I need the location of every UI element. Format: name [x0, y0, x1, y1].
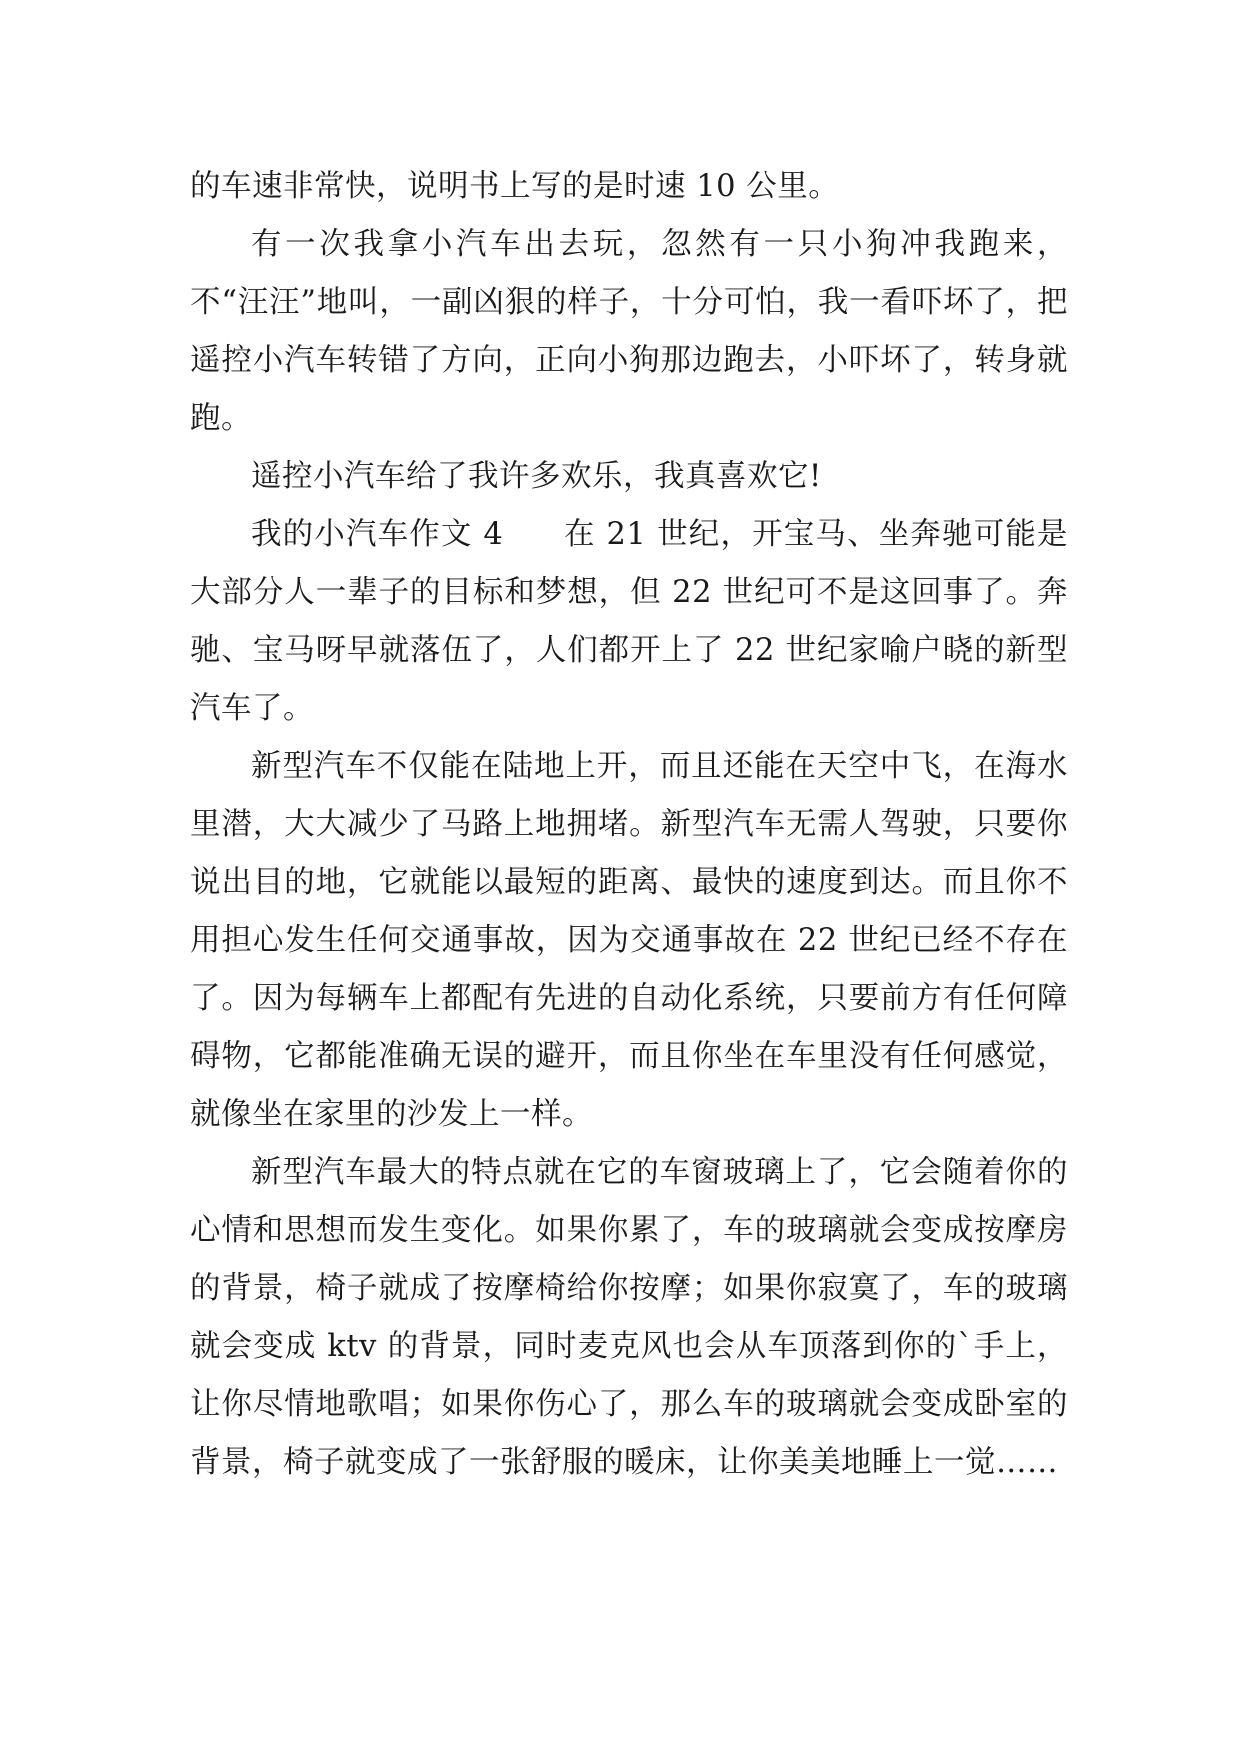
paragraph-new-car-features: 新型汽车不仅能在陆地上开，而且还能在天空中飞，在海水里潜，大大减少了马路上地拥堵。新型汽车无需人驾驶，只要你说出目的地，它就能以最短的距离、最快的速度到达。而且你不用担心发生任何交通事故，因为交通事故在 22 世纪已经不存在了。因为每辆车上都配有先进的自动化系统，只要前方有任何障碍物，它都能准确无误的避开，而且你坐在车里没有任何感觉，就像坐在家里的沙发上一样。 [190, 749, 1068, 1132]
essay-intro-text: 在 21 世纪，开宝马、坐奔驰可能是大部分人一辈子的目标和梦想，但 22 世纪可不是这回事了。奔驰、宝马呀早就落伍了，人们都开上了 22 世纪家喻户晓的新型汽车了。 [190, 517, 1069, 726]
document-body [190, 158, 1068, 1492]
paragraph-conclusion: 遥控小汽车给了我许多欢乐，我真喜欢它! [251, 459, 822, 494]
paragraph-essay-4-intro [190, 506, 1068, 738]
paragraph-car-window: 新型汽车最大的特点就在它的车窗玻璃上了，它会随着你的心情和思想而发生变化。如果你累了，车的玻璃就会变成按摩房的背景，椅子就成了按摩椅给你按摩；如果你寂寞了，车的玻璃就会变成 ktv 的背景，同时麦克风也会从车顶落到你的`手上，让你尽情地歌唱；如果你伤心了，那么车的玻璃就会变成卧室的背景，椅子就变成了一张舒服的暖床，让你美美地睡上一觉…… [190, 1155, 1068, 1480]
paragraph-dog-story: 有一次我拿小汽车出去玩，忽然有一只小狗冲我跑来，不“汪汪”地叫，一副凶狠的样子，十分可怕，我一看吓坏了，把遥控小汽车转错了方向，正向小狗那边跑去，小吓坏了，转身就跑。 [190, 227, 1068, 436]
essay-heading: 我的小汽车作文 4 [251, 517, 504, 552]
paragraph-continuation: 的车速非常快，说明书上写的是时速 10 公里。 [190, 169, 840, 204]
